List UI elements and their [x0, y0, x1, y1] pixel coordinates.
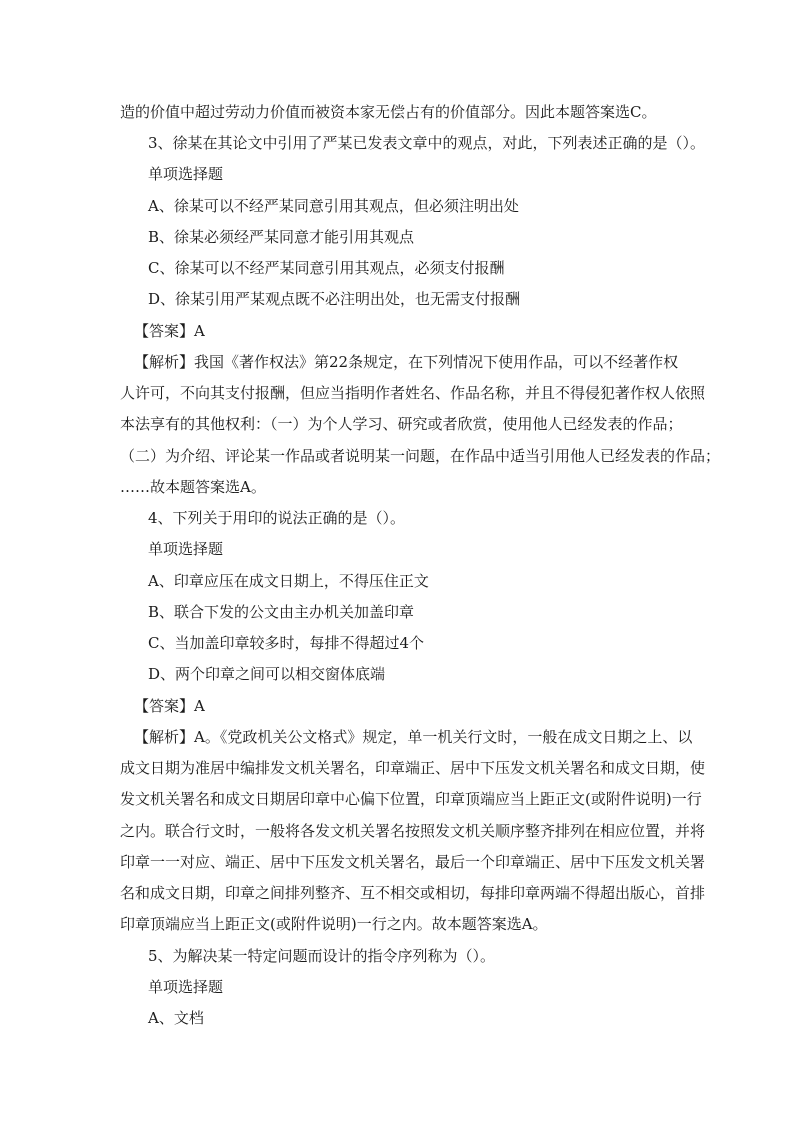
q3-option-c: C、徐某可以不经严某同意引用其观点，必须支付报酬 — [148, 259, 505, 277]
q4-option-b: B、联合下发的公文由主办机关加盖印章 — [148, 603, 415, 621]
q3-analysis-line: 本法享有的其他权利：（一）为个人学习、研究或者欣赏，使用他人已经发表的作品； — [120, 415, 683, 433]
q5-question: 5、为解决某一特定问题而设计的指令序列称为（）。 — [148, 947, 496, 965]
intro-text: 造的价值中超过劳动力价值而被资本家无偿占有的价值部分。因此本题答案选C。 — [120, 103, 657, 121]
q3-option-b: B、徐某必须经严某同意才能引用其观点 — [148, 228, 415, 246]
q4-analysis-line: 【解析】A。《党政机关公文格式》规定，单一机关行文时，一般在成文日期之上、以 — [134, 728, 693, 746]
q4-answer: 【答案】A — [134, 697, 205, 715]
q3-analysis-line: 【解析】我国《著作权法》第22条规定，在下列情况下使用作品，可以不经著作权 — [134, 353, 679, 371]
q3-analysis-line: 人许可，不向其支付报酬，但应当指明作者姓名、作品名称，并且不得侵犯著作权人依照 — [120, 384, 706, 402]
q3-answer: 【答案】A — [134, 322, 205, 340]
q3-type: 单项选择题 — [148, 165, 224, 183]
q3-analysis-line: ……故本题答案选A。 — [120, 478, 266, 496]
q4-option-c: C、当加盖印章较多时，每排不得超过4个 — [148, 634, 425, 652]
q3-analysis-line: （二）为介绍、评论某一作品或者说明某一问题，在作品中适当引用他人已经发表的作品； — [120, 447, 721, 465]
q4-analysis-line: 印章一一对应、端正、居中下压发文机关署名，最后一个印章端正、居中下压发文机关署 — [120, 853, 706, 871]
q3-question: 3、徐某在其论文中引用了严某已发表文章中的观点，对此，下列表述正确的是（）。 — [148, 134, 706, 152]
q4-type: 单项选择题 — [148, 540, 224, 558]
q4-analysis-line: 成文日期为准居中编排发文机关署名，印章端正、居中下压发文机关署名和成文日期，使 — [120, 759, 706, 777]
q4-analysis-line: 发文机关署名和成文日期居印章中心偏下位置，印章顶端应当上距正文(或附件说明)一行 — [120, 790, 702, 808]
q4-analysis-line: 之内。联合行文时，一般将各发文机关署名按照发文机关顺序整齐排列在相应位置，并将 — [120, 822, 706, 840]
q3-option-a: A、徐某可以不经严某同意引用其观点，但必须注明出处 — [148, 197, 519, 215]
q5-option-a: A、文档 — [148, 1009, 204, 1027]
q4-question: 4、下列关于用印的说法正确的是（）。 — [148, 509, 406, 527]
q4-option-d: D、两个印章之间可以相交窗体底端 — [148, 665, 386, 683]
q3-option-d: D、徐某引用严某观点既不必注明出处，也无需支付报酬 — [148, 290, 521, 308]
q5-type: 单项选择题 — [148, 978, 224, 996]
q4-analysis-line: 印章顶端应当上距正文(或附件说明)一行之内。故本题答案选A。 — [120, 915, 548, 933]
q4-analysis-line: 名和成文日期，印章之间排列整齐、互不相交或相切，每排印章两端不得超出版心，首排 — [120, 884, 706, 902]
q4-option-a: A、印章应压在成文日期上，不得压住正文 — [148, 572, 429, 590]
